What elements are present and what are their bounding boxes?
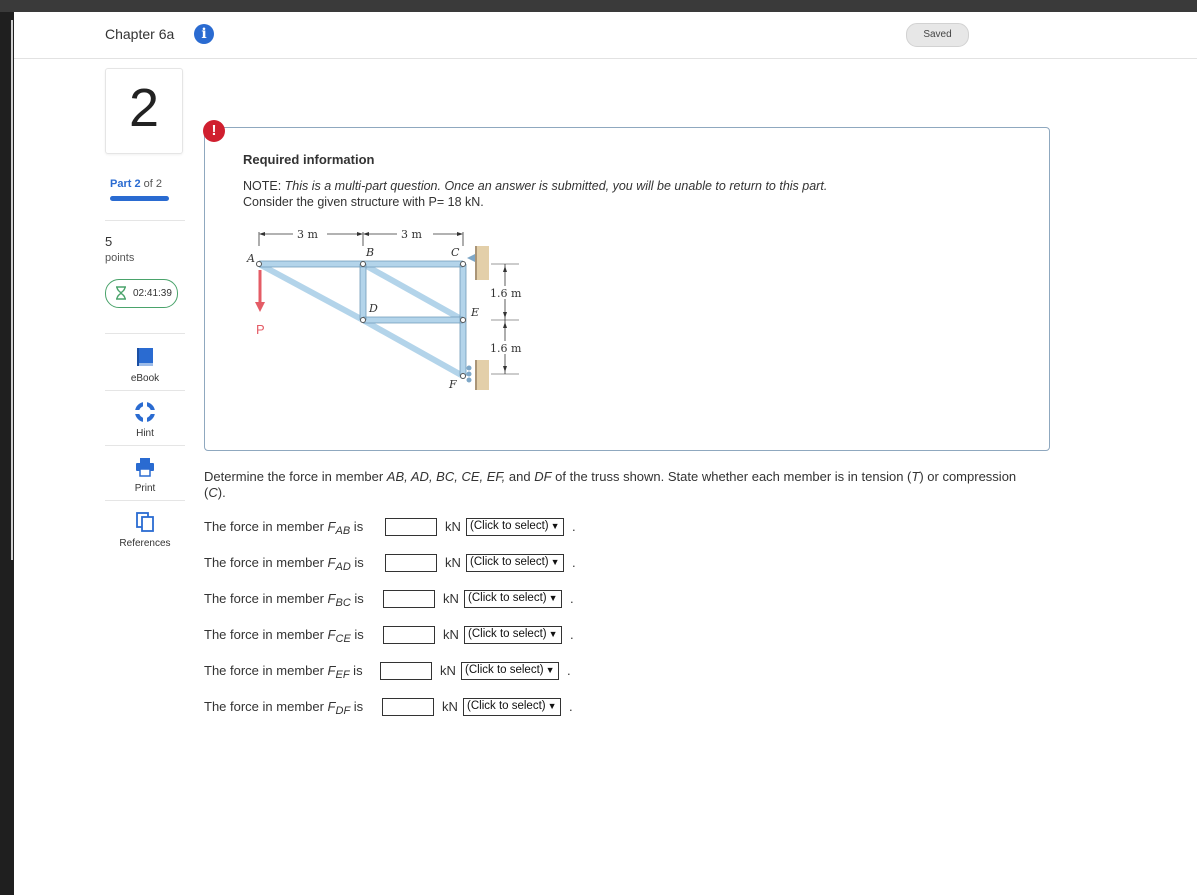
note-italic: This is a multi-part question. Once an answer is submitted, you will be unable to return to this part. xyxy=(284,179,828,193)
dimension-label: 3 m xyxy=(297,228,318,241)
chevron-down-icon: ▼ xyxy=(545,665,555,675)
question-text xyxy=(204,469,1024,501)
question-text-part: ). xyxy=(217,485,226,500)
force-ad-type-select[interactable]: (Click to select) ▼ xyxy=(466,554,564,572)
required-info-title: Required information xyxy=(243,152,375,167)
period: . xyxy=(572,555,576,570)
references-label: References xyxy=(119,538,171,549)
joint-label: C xyxy=(451,246,460,259)
question-text-part: ) or compression ( xyxy=(204,469,1017,500)
force-df-type-select[interactable]: (Click to select) ▼ xyxy=(463,698,561,716)
chapter-title: Chapter 6a xyxy=(105,26,175,42)
references-button[interactable] xyxy=(105,501,185,555)
force-ce-type-select[interactable]: (Click to select) ▼ xyxy=(464,626,562,644)
part-total: of 2 xyxy=(143,178,163,190)
joint-label: F xyxy=(449,378,457,391)
unit-label: kN xyxy=(443,627,459,642)
compression-symbol: C xyxy=(208,485,218,500)
joint-label: D xyxy=(369,302,378,315)
printer-icon xyxy=(134,456,156,478)
period: . xyxy=(570,627,574,642)
points-value: 5 xyxy=(105,234,113,249)
chevron-down-icon: ▼ xyxy=(550,557,560,567)
lifebuoy-icon xyxy=(134,401,156,423)
answer-prompt: The force in member $F_{CE}$ is xyxy=(204,627,364,645)
part-progress-bar xyxy=(110,196,169,201)
force-ce-input[interactable] xyxy=(383,626,435,644)
unit-label: kN xyxy=(442,699,458,714)
answer-prompt: The force in member $F_{DF}$ is xyxy=(204,699,364,717)
force-ab-type-select[interactable]: (Click to select) ▼ xyxy=(466,518,564,536)
hint-button[interactable] xyxy=(105,391,185,446)
sidebar-divider xyxy=(105,333,185,334)
question-members: DF xyxy=(534,469,552,484)
references-icon xyxy=(134,511,156,533)
unit-label: kN xyxy=(440,663,456,678)
chevron-down-icon: ▼ xyxy=(547,701,557,711)
book-icon xyxy=(134,346,156,368)
force-ef-input[interactable] xyxy=(380,662,432,680)
unit-label: kN xyxy=(443,591,459,606)
question-number-box xyxy=(105,68,183,154)
chevron-down-icon: ▼ xyxy=(548,593,558,603)
sidebar-divider xyxy=(105,220,185,221)
period: . xyxy=(567,663,571,678)
joint-label: B xyxy=(366,246,375,259)
browser-top-bar xyxy=(0,0,1197,12)
points-label: points xyxy=(105,252,135,264)
ebook-button[interactable] xyxy=(105,336,185,391)
hint-label: Hint xyxy=(136,428,154,439)
note-text xyxy=(243,178,827,210)
answer-prompt: The force in member $F_{AD}$ is xyxy=(204,555,364,573)
chevron-down-icon: ▼ xyxy=(548,629,558,639)
dimension-label: 1.6 m xyxy=(490,342,522,355)
force-bc-input[interactable] xyxy=(383,590,435,608)
answer-prompt: The force in member $F_{BC}$ is xyxy=(204,591,364,609)
note-prefix: NOTE: xyxy=(243,179,285,193)
ebook-label: eBook xyxy=(130,373,160,384)
force-ab-input[interactable] xyxy=(385,518,437,536)
question-members: AB, AD, BC, CE, EF, xyxy=(386,469,506,484)
period: . xyxy=(570,591,574,606)
load-label: P xyxy=(256,322,265,337)
answer-prompt: The force in member $F_{AB}$ is xyxy=(204,519,364,537)
force-bc-type-select[interactable]: (Click to select) ▼ xyxy=(464,590,562,608)
period: . xyxy=(572,519,576,534)
force-df-input[interactable] xyxy=(382,698,434,716)
timer-badge xyxy=(105,279,178,308)
question-text-part: of the truss shown. State whether each member is in tension ( xyxy=(551,469,912,484)
assignment-header xyxy=(14,12,1197,59)
hourglass-icon xyxy=(115,286,127,300)
window-left-divider xyxy=(11,20,13,560)
part-current: 2 xyxy=(134,178,141,190)
info-icon[interactable]: i xyxy=(194,24,214,44)
part-word: Part xyxy=(110,178,132,190)
force-ef-type-select[interactable]: (Click to select) ▼ xyxy=(461,662,559,680)
print-label: Print xyxy=(134,483,156,494)
force-ad-input[interactable] xyxy=(385,554,437,572)
dimension-label: 1.6 m xyxy=(490,287,522,300)
question-text-part: and xyxy=(505,469,535,484)
structure-text: Consider the given structure with P= 18 kN. xyxy=(243,195,484,209)
unit-label: kN xyxy=(445,519,461,534)
answer-prompt: The force in member $F_{EF}$ is xyxy=(204,663,363,681)
question-text-part: Determine the force in member xyxy=(204,469,387,484)
chevron-down-icon: ▼ xyxy=(550,521,560,531)
tension-symbol: T xyxy=(911,469,920,484)
timer-value: 02:41:39 xyxy=(133,288,172,299)
dimension-label: 3 m xyxy=(401,228,422,241)
joint-label: E xyxy=(471,306,480,319)
truss-figure xyxy=(229,224,539,396)
joint-label: A xyxy=(247,252,255,265)
unit-label: kN xyxy=(445,555,461,570)
period: . xyxy=(569,699,573,714)
question-number: 2 xyxy=(128,78,160,138)
alert-icon: ! xyxy=(203,120,225,142)
part-indicator xyxy=(110,178,162,190)
print-button[interactable] xyxy=(105,446,185,501)
saved-status-badge: Saved xyxy=(906,23,969,47)
required-information-panel xyxy=(204,127,1050,451)
